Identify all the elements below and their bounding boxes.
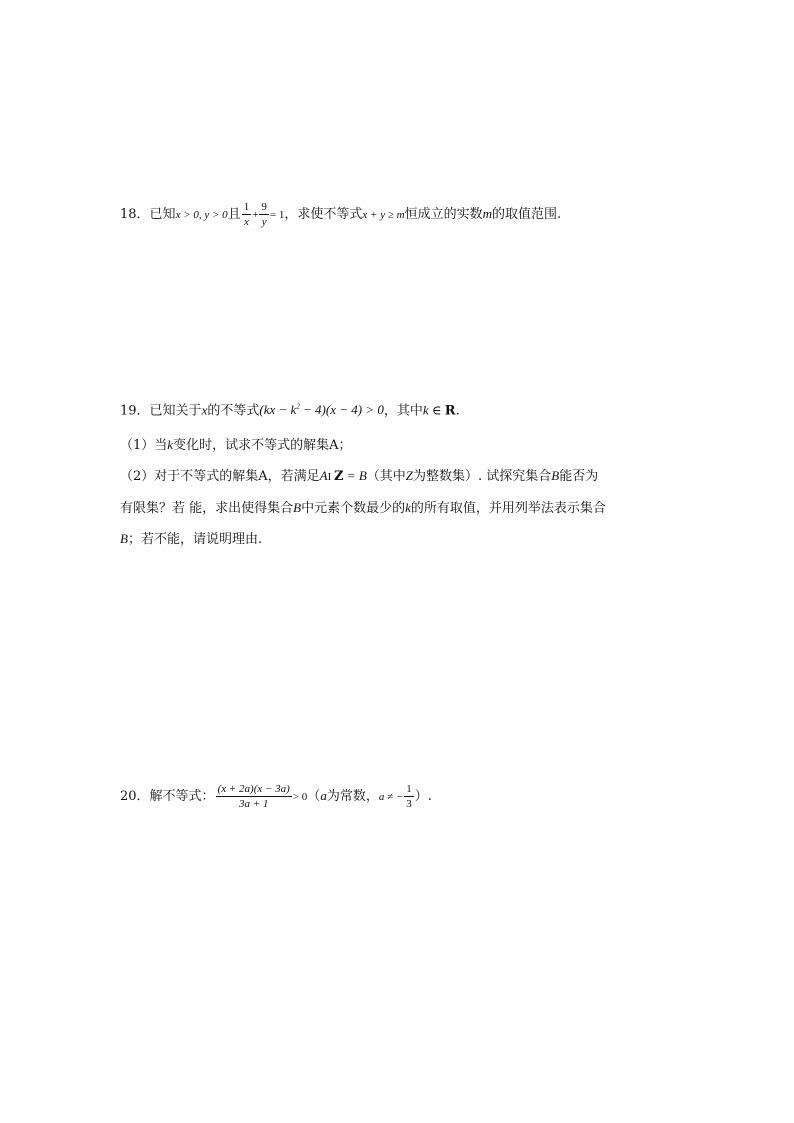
question-20: 20．解不等式： $\frac{(x + 2a)(x - 3a)}{3a + 1}$ > 0（a为常数，a ≠ − $\frac{1}{3}$ ）. (120, 783, 432, 810)
question-19-line-4: B；若不能，请说明理由. (120, 531, 263, 547)
fraction-1-over-x: $\frac{1}{x}$ (243, 201, 250, 228)
question-number: 18． (120, 207, 150, 222)
question-19-part-2: （2）对于不等式的解集A，若满足AI Z = B（其中Z为整数集）. 试探究集合B能否为 (120, 468, 599, 484)
question-19-part-1: （1）当k变化时，试求不等式的解集A； (120, 437, 352, 453)
question-number: 20． (120, 789, 150, 804)
main-fraction: $\frac{(x + 2a)(x - 3a)}{3a + 1}$ (217, 783, 290, 810)
question-19-line-3: 有限集？若 能，求出使得集合B中元素个数最少的k的所有取值，并用列举法表示集合 (120, 500, 606, 516)
math-condition: x > 0, y > 0 (175, 209, 228, 221)
fraction-one-third: $\frac{1}{3}$ (406, 783, 412, 810)
math-inequality: $(kx - k^2 - 4)(x - 4) > 0$ (259, 402, 384, 418)
question-number: 19． (120, 403, 150, 419)
fraction-9-over-y: $\frac{9}{y}$ (261, 201, 267, 228)
math-inequality: x + y ≥ m (362, 209, 405, 221)
question-19: 19．已知关于x的不等式$(kx - k^2 - 4)(x - 4) > 0$，其中k ∈ R. (120, 402, 460, 419)
real-numbers-symbol: R (444, 403, 456, 419)
question-18: 18．已知x > 0, y > 0且 $\frac{1}{x}$ + $\frac{9}{y}$ = 1，求使不等式x + y ≥ m恒成立的实数m的取值范围. (120, 201, 562, 228)
